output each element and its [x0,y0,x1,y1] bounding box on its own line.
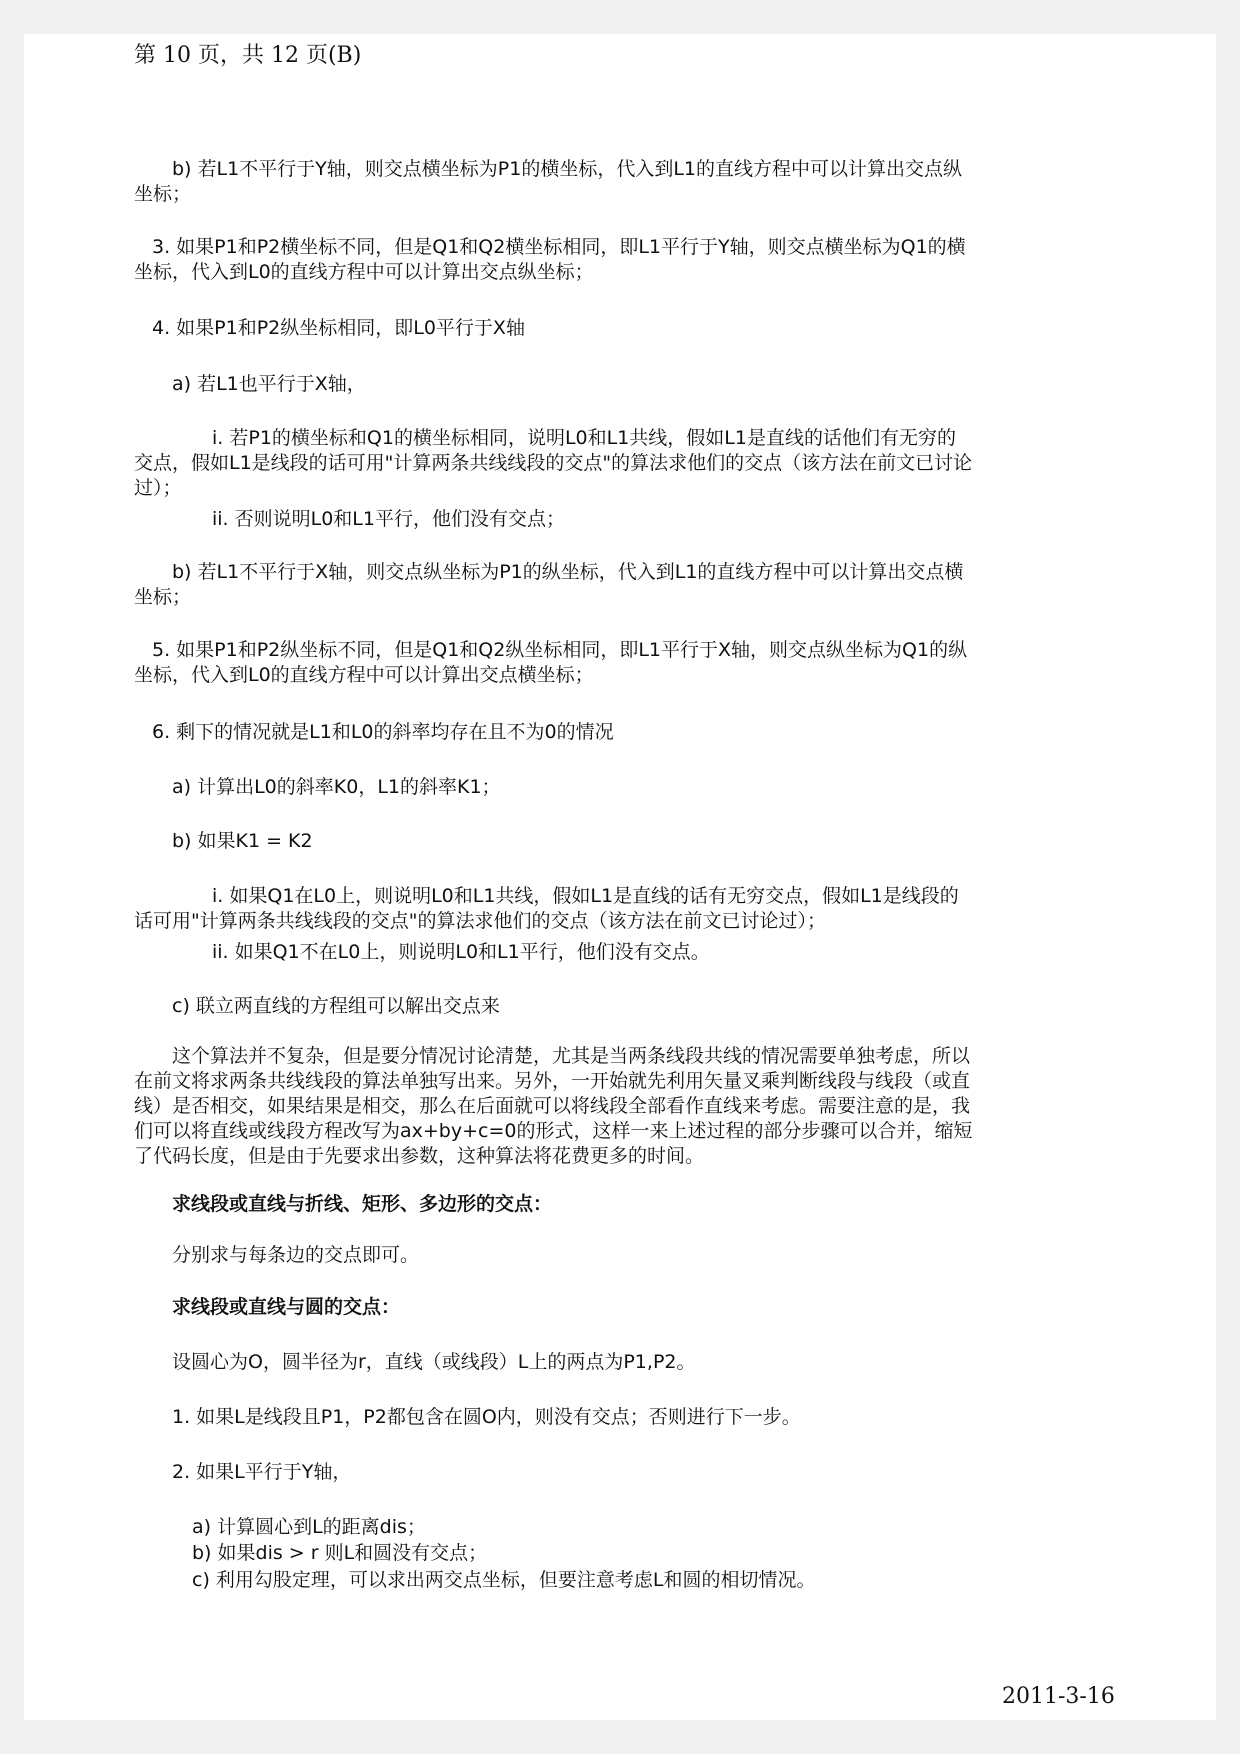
page-footer-date: 2011-3-16 [1002,1684,1115,1709]
paragraph: c) 利用勾股定理，可以求出两交点坐标，但要注意考虑L和圆的相切情况。 [192,1569,816,1591]
paragraph: ii. 如果Q1不在L0上，则说明L0和L1平行，他们没有交点。 [212,941,710,963]
paragraph: 1. 如果L是线段且P1，P2都包含在圆O内，则没有交点；否则进行下一步。 [172,1406,801,1428]
paragraph: 2. 如果L平行于Y轴， [172,1461,352,1483]
paragraph: 设圆心为O，圆半径为r，直线（或线段）L上的两点为P1,P2。 [172,1351,696,1373]
paragraph: ii. 否则说明L0和L1平行，他们没有交点； [212,508,565,530]
paragraph: 5. 如果P1和P2纵坐标不同，但是Q1和Q2纵坐标相同，即L1平行于X轴，则交点纵坐标为Q1的纵坐标，代入到L0的直线方程中可以计算出交点横坐标； [134,639,968,686]
paragraph: i. 若P1的横坐标和Q1的横坐标相同，说明L0和L1共线，假如L1是直线的话他们有无穷的交点，假如L1是线段的话可用"计算两条共线线段的交点"的算法求他们的交点（该方法在前文已讨论过）； [134,427,973,499]
paragraph: 分别求与每条边的交点即可。 [172,1244,420,1266]
paragraph: b) 如果dis > r 则L和圆没有交点； [192,1542,488,1564]
page-header: 第 10 页，共 12 页(B) [134,43,362,68]
paragraph: b) 若L1不平行于Y轴，则交点横坐标为P1的横坐标，代入到L1的直线方程中可以计算出交点纵坐标； [134,158,963,205]
paragraph: a) 若L1也平行于X轴， [172,373,366,395]
paragraph: b) 如果K1 = K2 [172,830,313,852]
paragraph: 4. 如果P1和P2纵坐标相同，即L0平行于X轴 [152,317,525,339]
section-heading: 求线段或直线与圆的交点： [172,1296,401,1318]
paragraph: b) 若L1不平行于X轴，则交点纵坐标为P1的纵坐标，代入到L1的直线方程中可以计算出交点横坐标； [134,561,964,608]
paragraph: 6. 剩下的情况就是L1和L0的斜率均存在且不为0的情况 [152,721,614,743]
paragraph: a) 计算出L0的斜率K0，L1的斜率K1； [172,776,501,798]
paragraph: 3. 如果P1和P2横坐标不同，但是Q1和Q2横坐标相同，即L1平行于Y轴，则交点横坐标为Q1的横坐标，代入到L0的直线方程中可以计算出交点纵坐标； [134,236,966,283]
paragraph: 这个算法并不复杂，但是要分情况讨论清楚，尤其是当两条线段共线的情况需要单独考虑，所以在前文将求两条共线线段的算法单独写出来。另外，一开始就先利用矢量叉乘判断线段与线段（或直线）是否相交，如果结果是相交，那么在后面就可以将线段全部看作直线来考虑。需要注意的是，我们可以将直线或线段方程改写为ax+by+c=0的形式，这样一来上述过程的部分步骤可以合并，缩短了代码长度，但是由于先要求出参数，这种算法将花费更多的时间。 [134,1045,973,1167]
paragraph: a) 计算圆心到L的距离dis； [192,1516,426,1538]
section-heading: 求线段或直线与折线、矩形、多边形的交点： [172,1193,553,1215]
paragraph: c) 联立两直线的方程组可以解出交点来 [172,995,500,1017]
paragraph: i. 如果Q1在L0上，则说明L0和L1共线，假如L1是直线的话有无穷交点，假如L1是线段的话可用"计算两条共线线段的交点"的算法求他们的交点（该方法在前文已讨论过）； [134,885,959,932]
